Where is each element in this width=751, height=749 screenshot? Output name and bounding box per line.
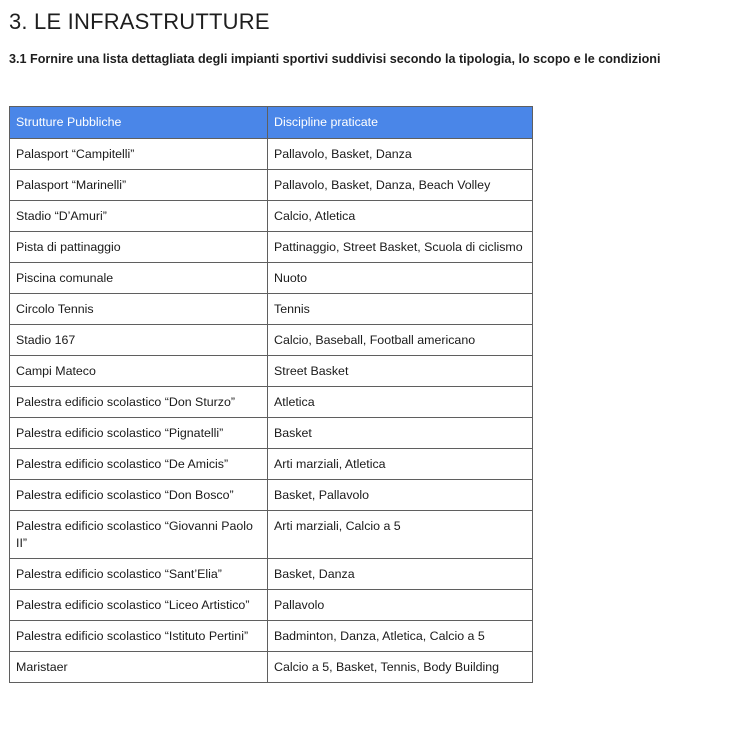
structure-cell: Stadio 167 bbox=[10, 325, 268, 356]
table-row bbox=[10, 325, 533, 356]
table-row bbox=[10, 559, 533, 590]
disciplines-cell: Pallavolo, Basket, Danza bbox=[268, 139, 533, 170]
disciplines-cell: Arti marziali, Calcio a 5 bbox=[268, 511, 533, 559]
disciplines-cell: Calcio, Baseball, Football americano bbox=[268, 325, 533, 356]
table-row bbox=[10, 139, 533, 170]
structure-cell: Palasport “Campitelli” bbox=[10, 139, 268, 170]
disciplines-cell: Pallavolo bbox=[268, 590, 533, 621]
table-row bbox=[10, 232, 533, 263]
table-row bbox=[10, 652, 533, 683]
page-title: 3. LE INFRASTRUTTURE bbox=[9, 9, 270, 34]
structure-cell: Palestra edificio scolastico “Pignatelli” bbox=[10, 418, 268, 449]
column-header-structures: Strutture Pubbliche bbox=[10, 107, 268, 139]
structure-cell: Palestra edificio scolastico “De Amicis” bbox=[10, 449, 268, 480]
table-row bbox=[10, 170, 533, 201]
structure-cell: Campi Mateco bbox=[10, 356, 268, 387]
table-row bbox=[10, 621, 533, 652]
disciplines-cell: Basket, Danza bbox=[268, 559, 533, 590]
structure-cell: Piscina comunale bbox=[10, 263, 268, 294]
table-row bbox=[10, 511, 533, 559]
structure-cell: Stadio “D’Amuri” bbox=[10, 201, 268, 232]
disciplines-cell: Nuoto bbox=[268, 263, 533, 294]
table-row bbox=[10, 480, 533, 511]
section-question: 3.1 Fornire una lista dettagliata degli impianti sportivi suddivisi secondo la tipologia, lo scopo e le condizioni bbox=[9, 52, 661, 66]
table-row bbox=[10, 294, 533, 325]
table-row bbox=[10, 387, 533, 418]
disciplines-cell: Arti marziali, Atletica bbox=[268, 449, 533, 480]
disciplines-cell: Atletica bbox=[268, 387, 533, 418]
disciplines-cell: Pallavolo, Basket, Danza, Beach Volley bbox=[268, 170, 533, 201]
table-row bbox=[10, 590, 533, 621]
table-row bbox=[10, 201, 533, 232]
table-row bbox=[10, 449, 533, 480]
structure-cell: Palasport “Marinelli” bbox=[10, 170, 268, 201]
table-body bbox=[10, 139, 533, 683]
structure-cell: Maristaer bbox=[10, 652, 268, 683]
table-row bbox=[10, 263, 533, 294]
disciplines-cell: Badminton, Danza, Atletica, Calcio a 5 bbox=[268, 621, 533, 652]
disciplines-cell: Calcio a 5, Basket, Tennis, Body Building bbox=[268, 652, 533, 683]
structure-cell: Circolo Tennis bbox=[10, 294, 268, 325]
structure-cell: Palestra edificio scolastico “Liceo Artistico” bbox=[10, 590, 268, 621]
disciplines-cell: Basket, Pallavolo bbox=[268, 480, 533, 511]
disciplines-cell: Basket bbox=[268, 418, 533, 449]
disciplines-cell: Calcio, Atletica bbox=[268, 201, 533, 232]
facilities-table bbox=[9, 106, 533, 683]
disciplines-cell: Pattinaggio, Street Basket, Scuola di ciclismo bbox=[268, 232, 533, 263]
structure-cell: Pista di pattinaggio bbox=[10, 232, 268, 263]
structure-cell: Palestra edificio scolastico “Sant’Elia” bbox=[10, 559, 268, 590]
table-header bbox=[10, 107, 533, 139]
table-row bbox=[10, 356, 533, 387]
disciplines-cell: Tennis bbox=[268, 294, 533, 325]
header-row bbox=[10, 107, 533, 139]
column-header-disciplines: Discipline praticate bbox=[268, 107, 533, 139]
table-row bbox=[10, 418, 533, 449]
disciplines-cell: Street Basket bbox=[268, 356, 533, 387]
structure-cell: Palestra edificio scolastico “Giovanni Paolo II” bbox=[10, 511, 268, 559]
structure-cell: Palestra edificio scolastico “Istituto Pertini” bbox=[10, 621, 268, 652]
structure-cell: Palestra edificio scolastico “Don Bosco” bbox=[10, 480, 268, 511]
structure-cell: Palestra edificio scolastico “Don Sturzo” bbox=[10, 387, 268, 418]
